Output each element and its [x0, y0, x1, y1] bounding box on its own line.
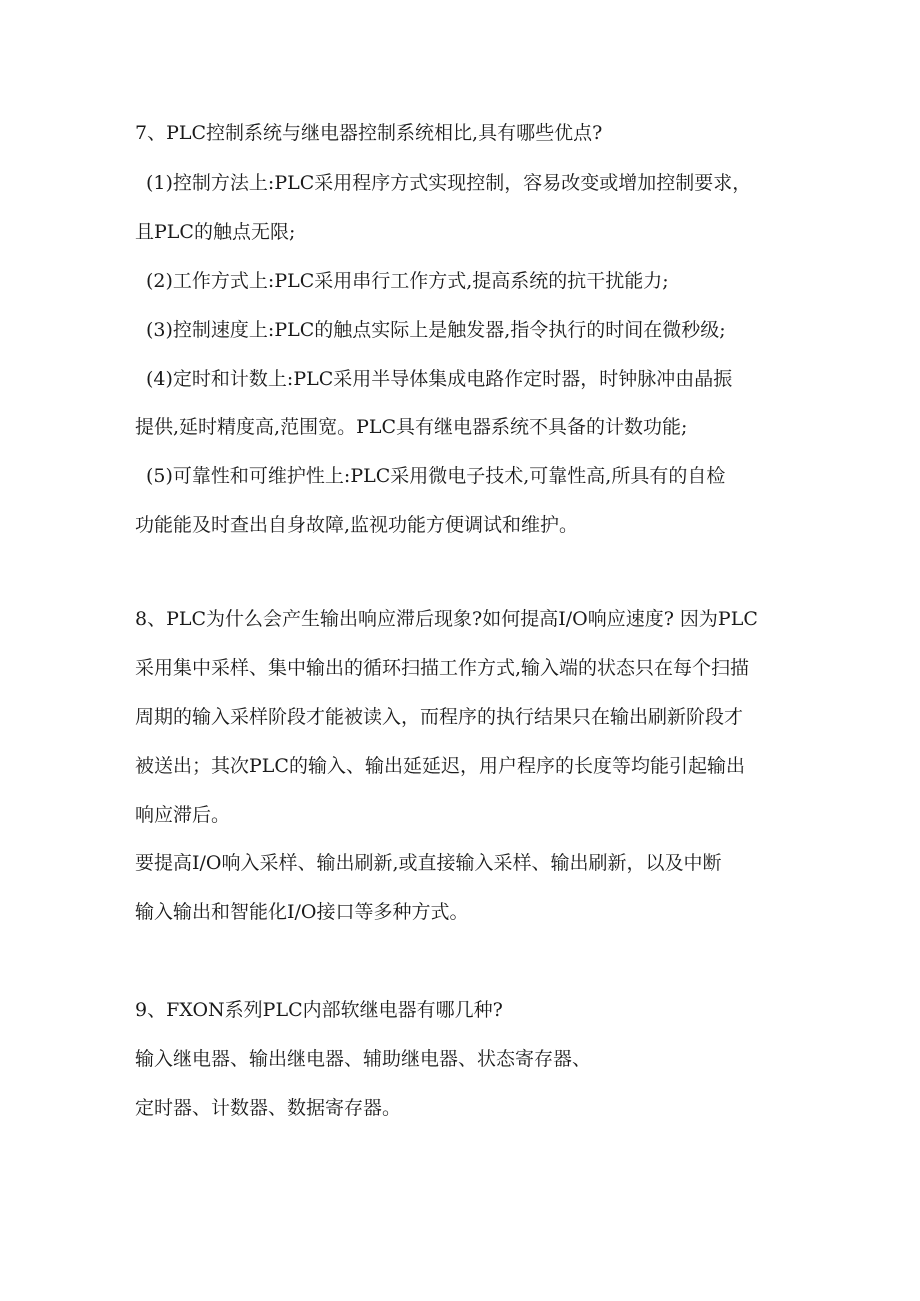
answer-8-line: 要提高I/O响入采样、输出刷新,或直接输入采样、输出刷新，以及中断 [135, 852, 722, 874]
answer-7-line: 且PLC的触点无限; [135, 221, 296, 243]
answer-7-line: 提供,延时精度高,范围宽。PLC具有继电器系统不具备的计数功能; [135, 416, 688, 438]
answer-7-line: (4)定时和计数上:PLC采用半导体集成电路作定时器，时钟脉冲由晶振 [146, 368, 733, 390]
answer-9-line: 输入继电器、输出继电器、辅助继电器、状态寄存器、 [135, 1048, 592, 1070]
answer-8-line: 周期的输入采样阶段才能被读入，而程序的执行结果只在输出刷新阶段才 [135, 706, 744, 728]
answer-7-line: (2)工作方式上:PLC采用串行工作方式,提高系统的抗干扰能力; [146, 270, 669, 292]
question-7-title: 7、PLC控制系统与继电器控制系统相比,具有哪些优点? [135, 122, 603, 144]
answer-7-line: (1)控制方法上:PLC采用程序方式实现控制，容易改变或增加控制要求， [146, 172, 752, 194]
question-8-line: 8、PLC为什么会产生输出响应滞后现象?如何提高I/O响应速度? 因为PLC [135, 608, 758, 630]
answer-7-line: (5)可靠性和可维护性上:PLC采用微电子技术,可靠性高,所具有的自检 [146, 465, 726, 487]
answer-7-line: (3)控制速度上:PLC的触点实际上是触发器,指令执行的时间在微秒级; [146, 319, 726, 341]
answer-7-line: 功能能及时查出自身故障,监视功能方便调试和维护。 [135, 514, 579, 536]
answer-8-line: 采用集中采样、集中输出的循环扫描工作方式,输入端的状态只在每个扫描 [135, 657, 750, 679]
answer-8-line: 被送出；其次PLC的输入、输出延延迟，用户程序的长度等均能引起输出 [135, 755, 745, 777]
answer-9-line: 定时器、计数器、数据寄存器。 [135, 1097, 402, 1119]
answer-8-line: 响应滞后。 [135, 804, 231, 826]
answer-8-line: 输入输出和智能化I/O接口等多种方式。 [135, 901, 469, 923]
question-9-title: 9、FXON系列PLC内部软继电器有哪几种? [135, 999, 503, 1021]
